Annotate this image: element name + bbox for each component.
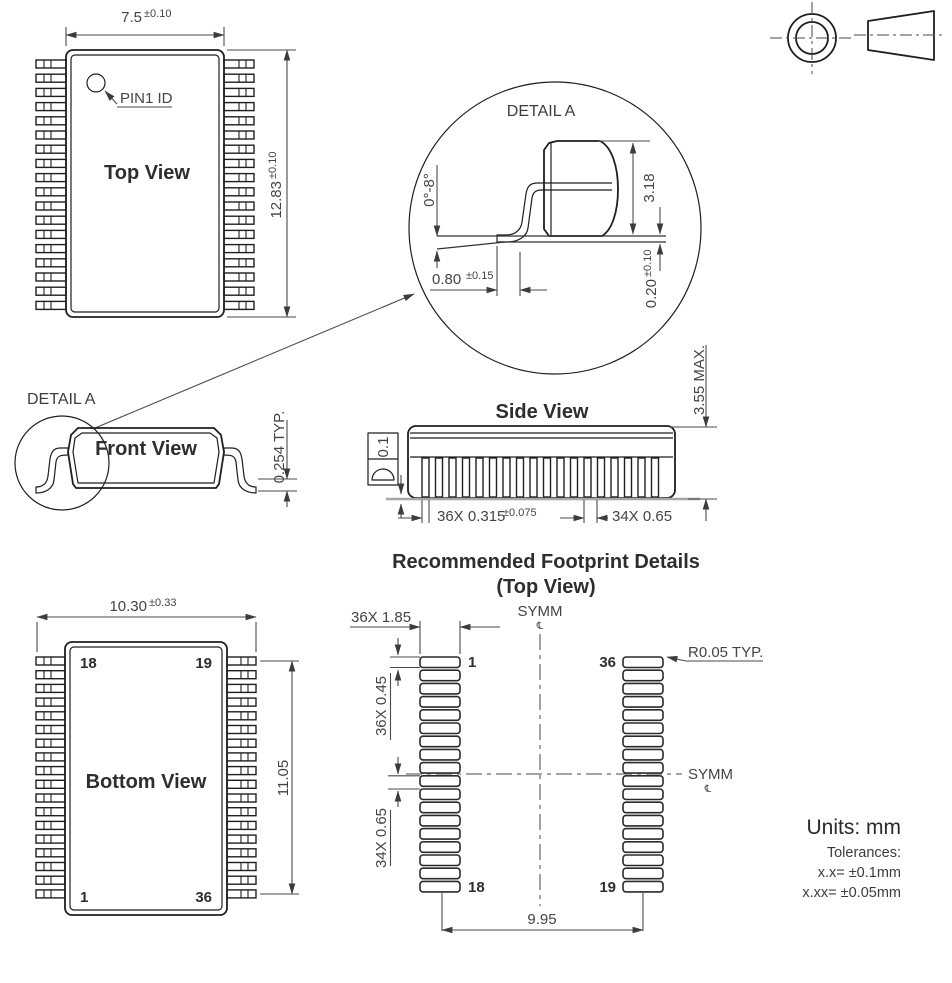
footprint-pad	[420, 789, 460, 800]
detail-body-section	[544, 141, 618, 236]
bottom-width-dim-tol: ±0.33	[149, 597, 177, 609]
lead-span-dim-value: 11.05	[275, 759, 292, 797]
centerline-symbol-right: ℄	[704, 784, 712, 795]
detail-bubble-circle	[409, 82, 701, 374]
side-lead	[598, 458, 605, 497]
footprint-pad	[420, 657, 460, 668]
footprint-pad	[623, 829, 663, 840]
side-lead	[503, 458, 510, 497]
footprint-pad	[420, 697, 460, 708]
pin1-leader-line	[105, 91, 117, 104]
centerline-symbol-top: ℄	[536, 621, 544, 632]
footprint-pad	[623, 802, 663, 813]
side-lead	[490, 458, 497, 497]
footprint-pad	[420, 802, 460, 813]
pad-width-dim-text	[373, 676, 390, 736]
lead-width-dim-value: 36X 0.315	[437, 508, 506, 525]
bottom-view-pin-19: 19	[195, 655, 212, 672]
bottom-view-pin-1: 1	[80, 889, 89, 906]
side-lead	[638, 458, 645, 497]
side-lead	[463, 458, 470, 497]
tolerances-label: Tolerances:	[826, 845, 901, 861]
angle-dim-value: 0°-8°	[421, 173, 438, 207]
tolerance-two-decimal: x.xx= ±0.05mm	[802, 885, 901, 901]
symm-label-top: SYMM	[517, 603, 563, 620]
top-view-leads-right	[224, 60, 254, 309]
symm-label-right: SYMM	[688, 766, 733, 783]
foot-length-dim-value: 0.80	[432, 271, 462, 288]
detail-angle-line	[437, 242, 505, 249]
bottom-width-dim-value: 10.30	[109, 598, 147, 615]
footprint-pin-1: 1	[468, 654, 477, 671]
detail-callout-circle	[15, 416, 109, 510]
footprint-pad	[623, 723, 663, 734]
side-lead	[544, 458, 551, 497]
flatness-value: 0.1	[375, 436, 392, 458]
tolerance-one-decimal: x.x= ±0.1mm	[817, 865, 901, 881]
side-lead	[652, 458, 659, 497]
units-label: Units: mm	[806, 816, 901, 839]
front-view-lead-right	[224, 448, 256, 493]
side-lead	[517, 458, 524, 497]
angle-dim-text	[421, 173, 438, 207]
footprint-view	[350, 551, 763, 931]
footprint-pin-18: 18	[468, 879, 485, 896]
bottom-view-pin-36: 36	[195, 889, 212, 906]
pad-width-dim-value: 36X 0.45	[373, 675, 390, 737]
footprint-pad	[420, 829, 460, 840]
detail-a-view	[409, 82, 701, 374]
front-view-detail-callout: DETAIL A	[27, 391, 96, 408]
footprint-pad	[420, 710, 460, 721]
footprint-pad	[420, 855, 460, 866]
side-lead	[449, 458, 456, 497]
side-lead	[476, 458, 483, 497]
top-height-dim-text	[267, 152, 285, 219]
top-view-leads-left	[36, 60, 66, 309]
lead-pitch-dim-value: 34X 0.65	[612, 508, 673, 525]
footprint-pad	[420, 868, 460, 879]
footprint-pad	[623, 842, 663, 853]
side-lead	[557, 458, 564, 497]
standoff-dim-tol: ±0.10	[642, 249, 654, 277]
lead-width-dim-tol: ±0.075	[503, 507, 537, 519]
footprint-pad	[623, 776, 663, 787]
footprint-pad	[623, 855, 663, 866]
corner-radius-leader	[667, 657, 686, 661]
bottom-view-pin-18: 18	[80, 655, 97, 672]
top-view-title: Top View	[104, 162, 190, 184]
footprint-pad	[420, 736, 460, 747]
footprint-pad	[420, 683, 460, 694]
detail-lead-section	[497, 183, 612, 242]
detail-callout-leader	[95, 294, 414, 428]
corner-radius-value: R0.05 TYP.	[688, 644, 764, 661]
detail-a-title: DETAIL A	[506, 103, 576, 120]
standoff-dim-value: 0.20	[643, 279, 660, 309]
top-height-dim-tol: ±0.10	[267, 151, 279, 179]
front-view-title: Front View	[95, 438, 197, 460]
footprint-pad	[623, 868, 663, 879]
side-lead	[611, 458, 618, 497]
pad-length-dim-value: 36X 1.85	[351, 609, 412, 626]
footprint-pad	[623, 697, 663, 708]
lead-thickness-dim-value: 0.254 TYP.	[271, 410, 288, 484]
top-view	[36, 8, 296, 317]
lead-thickness-dim-text	[271, 411, 288, 484]
side-view	[368, 345, 717, 525]
pin1-indicator-dot	[87, 74, 105, 92]
flatness-value-text	[375, 437, 392, 458]
footprint-pad	[420, 749, 460, 760]
side-lead	[436, 458, 443, 497]
bottom-view-leads-left	[36, 657, 65, 898]
footprint-pad	[420, 763, 460, 774]
footprint-pad	[420, 776, 460, 787]
footprint-pad	[623, 815, 663, 826]
footprint-pad	[623, 881, 663, 892]
footprint-pad	[420, 881, 460, 892]
body-height-dim-text	[641, 173, 658, 202]
footprint-pad	[623, 683, 663, 694]
side-lead	[625, 458, 632, 497]
front-view-lead-left	[36, 448, 68, 493]
footprint-pad	[623, 763, 663, 774]
standoff-dim-text	[642, 250, 660, 309]
top-height-dim-value: 12.83	[268, 181, 285, 219]
body-height-dim-value: 3.18	[641, 173, 658, 203]
bottom-view-leads-right	[227, 657, 256, 898]
footprint-pad	[623, 710, 663, 721]
seating-plane-symbol	[372, 469, 394, 480]
bottom-view-title: Bottom View	[85, 771, 207, 793]
side-lead	[571, 458, 578, 497]
footprint-pad	[420, 723, 460, 734]
projection-angle-symbol	[770, 2, 946, 74]
pad-pitch-dim-value: 34X 0.65	[373, 807, 390, 869]
footprint-subtitle: (Top View)	[496, 576, 596, 598]
bottom-view	[36, 597, 299, 915]
side-lead	[584, 458, 591, 497]
pin1-label: PIN1 ID	[120, 90, 173, 107]
max-height-dim-value: 3.55 MAX.	[691, 344, 708, 416]
side-view-title: Side View	[495, 401, 589, 423]
pad-span-dim-value: 9.95	[527, 911, 557, 928]
footprint-pad	[420, 670, 460, 681]
footprint-pin-19: 19	[599, 879, 616, 896]
pad-pitch-dim-text	[373, 808, 390, 868]
footprint-pad	[420, 842, 460, 853]
footprint-pad	[623, 789, 663, 800]
footprint-pad	[623, 670, 663, 681]
top-width-dim-tol: ±0.10	[144, 8, 172, 20]
side-view-leads	[422, 458, 659, 497]
footprint-pin-36: 36	[599, 654, 616, 671]
footprint-title: Recommended Footprint Details	[392, 551, 700, 573]
footprint-pad	[420, 815, 460, 826]
foot-length-dim-tol: ±0.15	[466, 270, 494, 282]
max-height-dim-text	[691, 345, 708, 415]
side-view-body-outline	[408, 426, 675, 498]
notes-block	[802, 816, 901, 901]
side-lead	[422, 458, 429, 497]
lead-span-dim-text	[275, 760, 292, 796]
footprint-pad	[623, 736, 663, 747]
side-lead	[530, 458, 537, 497]
footprint-pad	[623, 749, 663, 760]
top-width-dim-value: 7.5	[121, 9, 142, 26]
front-view	[15, 294, 414, 510]
footprint-pad	[623, 657, 663, 668]
